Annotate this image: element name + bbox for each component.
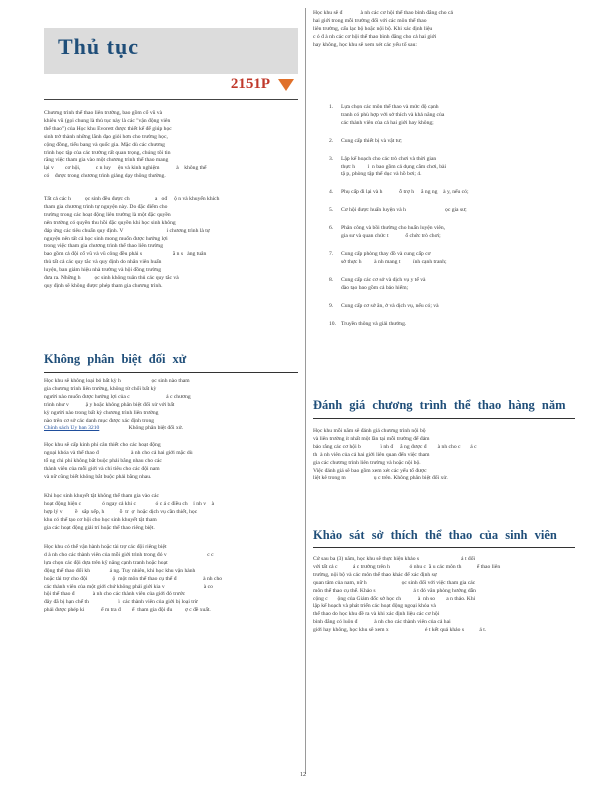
factor-number: 8. bbox=[329, 276, 334, 283]
text-line: trường, nội bộ và các môn thể thao khác để xác định sự bbox=[313, 571, 437, 578]
procedure-code: 2151P bbox=[230, 76, 270, 92]
factor-number: 9. bbox=[329, 302, 334, 309]
text-line: trong việc tham gia chương trình thể thao liên trường bbox=[44, 243, 164, 250]
text-line: hai giới trong mỗi trường đối với các môn thể thao bbox=[313, 17, 427, 24]
text-line: luyện, ban giám hiệu nhà trường và hội đồng trường bbox=[44, 267, 161, 274]
text-line: thành viên của mỗi giới và chi tiêu cho các đội nam bbox=[44, 465, 160, 472]
factor-item bbox=[313, 225, 575, 241]
text-line: thể thao do học khu đề ra và khi xác định liệu các cơ hội bbox=[313, 611, 440, 618]
factor-item bbox=[313, 303, 575, 311]
factor-text-line: Cung cấp cơ sở ăn, ở và dịch vụ, nếu có; và bbox=[341, 302, 439, 309]
text-line: Cứ sau ba (3) năm, học khu sẽ thực hiện khảo s á t đối bbox=[313, 556, 476, 562]
text-line: quan tâm của nam, nữ h ọc sinh đối với việc tham gia các bbox=[313, 579, 476, 586]
factor-number: 7. bbox=[329, 250, 334, 257]
text-line: th à nh viên của cả hai giới liên quan đến việc tham bbox=[313, 451, 430, 458]
text-line: Khi học sinh khuyết tật không thể tham gia vào các bbox=[44, 493, 159, 499]
text-line: giới hay không, học khu sẽ xem x é t kết quả khảo s á t. bbox=[313, 627, 487, 634]
text-line: liên trường, cấu lạc bộ hoặc nội bộ. Khi xác định liệu bbox=[313, 25, 433, 32]
text-line: c ó đ à nh các cơ hội thể thao bình đẳng cho cả hai giới bbox=[313, 33, 437, 40]
factor-text-line: Lập kế hoạch cho các trò chơi và thời gian bbox=[341, 155, 437, 162]
page-number: 12 bbox=[300, 772, 306, 778]
text-line: người nào muốn được hưởng lợi của c á c chương bbox=[44, 393, 191, 400]
factor-text-line: Cơ hội được huấn luyện và h ọc gia sư; bbox=[341, 207, 467, 214]
factor-text-line: Phân công và bồi thường cho huấn luyện viên, bbox=[341, 225, 446, 232]
text-line: thủ tất cả các quy tắc và quy định do nhân viên huấn bbox=[44, 259, 162, 266]
text-line: trình như v ậ y hoặc không phân biệt đối xử với bất bbox=[44, 401, 175, 408]
factor-text-line: tậ p, phòng tập thể dục và hồ bơi; 4. bbox=[341, 171, 422, 178]
factor-text-line: Lựa chọn các môn thể thao và mức độ cạnh bbox=[341, 104, 439, 110]
factor-text-line: thực h ỉ n bao gồm cả dụng cắm chơi, bài bbox=[341, 163, 447, 170]
text-line: ngoại khóa và thể thao đ à nh cho cả hai giới mặc dù bbox=[44, 449, 193, 456]
factor-item bbox=[313, 189, 575, 197]
factor-item bbox=[313, 251, 575, 267]
text-line: đây đã bị hạn chế th ì các thành viên của giới bị loại trừ bbox=[44, 599, 198, 606]
text-line: Việc đánh giá sẽ bao gồm xem xét các yếu tố được bbox=[313, 467, 427, 474]
factor-number: 4. bbox=[329, 189, 334, 196]
text-line: gia chương trình liên trường, không từ chối bất kỳ bbox=[44, 385, 157, 392]
factor-text-line: gia sư và quan chức t ổ chức trò chơi; bbox=[341, 233, 441, 240]
section-divider bbox=[313, 547, 575, 548]
factor-item bbox=[313, 321, 575, 329]
text-line: hoặc tài trợ cho đội ộ một môn thể thao cụ thể đ à nh cho bbox=[44, 575, 223, 582]
section-title-annual-evaluation: Đánh giá chương trình thể thao hàng năm bbox=[313, 398, 566, 412]
text-line: môn thể thao cụ thể. Khảo s á t đó văn phòng hướng dẫn bbox=[313, 587, 476, 594]
text-line: Học khu sẽ không loại bỏ bất kỳ h ọc sinh nào tham bbox=[44, 378, 190, 384]
text-line: khiêu vũ (gọi chung là thủ tục này là các "vận động viên bbox=[44, 117, 171, 124]
text-line: Học khu sẽ đ à nh các cơ hội thể thao bình đẳng cho cả bbox=[313, 10, 453, 16]
text-line: lập kế hoạch và phát triển các hoạt động ngoại khóa và bbox=[313, 603, 436, 610]
factor-text-line: đào tạo bao gồm cả bảo hiểm; bbox=[341, 284, 409, 291]
page-title: Thủ tục bbox=[58, 34, 139, 59]
text-line: và liên trường ít nhất một lần tại mỗi trường để đảm bbox=[313, 435, 430, 442]
text-line: rằng việc tham gia vào một chương trình thể thao mang bbox=[44, 157, 169, 164]
factor-text-line: các thành viên của cả hai giới hay không; bbox=[341, 119, 434, 126]
text-line: d à nh cho các thành viên của mỗi giới trình trong đó v c c bbox=[44, 551, 214, 558]
evaluation-paragraph bbox=[313, 428, 575, 483]
factor-item bbox=[313, 156, 575, 180]
factor-item bbox=[313, 277, 575, 293]
factor-number: 5. bbox=[329, 207, 334, 214]
text-line: phải được phép ki ể m tra đ ể tham gia đội đu ợ c đề xuất. bbox=[44, 607, 211, 614]
factor-text-line: Cung cấp các cơ sở và dịch vụ y tế và bbox=[341, 276, 426, 283]
nondiscrimination-paragraph-4 bbox=[44, 544, 298, 615]
text-line: đưa ra. Những h ọc sinh không tuân thủ các quy tắc và bbox=[44, 275, 179, 282]
text-line: tham gia chương trình tự nguyện này. Do đặc điểm cho bbox=[44, 203, 168, 210]
text-line: Chương trình thể thao liên trường, bao gồm cổ vũ và bbox=[44, 110, 163, 116]
procedure-code-row bbox=[44, 76, 298, 98]
text-line: khu có thể tạo cơ hội cho học sinh khuyết tật tham bbox=[44, 516, 157, 523]
text-line: liệt kê trong m ụ c trên. Không phân biệt đối xử. bbox=[313, 475, 448, 482]
intro-paragraph bbox=[44, 110, 298, 181]
text-line: tổ ng chi phí không bắt buộc phải bằng nhau cho các bbox=[44, 457, 162, 464]
factor-text-line: Truyền thông và giải thưởng. bbox=[341, 320, 407, 327]
factor-number: 3. bbox=[329, 155, 334, 162]
text-line: trình học tập của các trường rất quan trọng, chúng tôi tin bbox=[44, 149, 171, 156]
text-line: nên trường có quyền thu hồi đặc quyền khi học sinh không bbox=[44, 219, 176, 226]
text-line: gia các chương trình liên trường và hoặc nội bộ. bbox=[313, 459, 421, 466]
section-divider bbox=[44, 372, 298, 373]
factor-list bbox=[313, 104, 575, 338]
text-line: cộng c ộng của Giám đốc sở học ch à nh so a n thảo. Khi bbox=[313, 595, 476, 602]
factor-text-line: sở thực h à nh mang t ính cạnh tranh; bbox=[341, 258, 447, 265]
factor-number: 1. bbox=[329, 104, 334, 110]
text-line: có được trong chương trình giảng dạy thông thường. bbox=[44, 173, 166, 180]
column-divider bbox=[305, 8, 306, 774]
factor-text-line: Cung cấp phòng thay đồ và cung cấp cơ bbox=[341, 250, 431, 257]
text-line: lựa chọn các đội dựa trên kỹ năng cạnh tranh hoặc hoạt bbox=[44, 559, 168, 566]
nondiscrimination-paragraph-3 bbox=[44, 493, 298, 533]
text-line: bình đẳng có luôn đ à nh cho các thành viên của cả hai bbox=[313, 619, 451, 626]
section-divider bbox=[313, 418, 575, 419]
factor-number: 6. bbox=[329, 225, 334, 232]
text-line: Học khu có thể vận hành hoặc tài trợ các đội riêng biệt bbox=[44, 544, 167, 550]
factor-text-line: Cung cấp thiết bị và vật tư; bbox=[341, 137, 402, 144]
text-line: trường trong các hoạt động liên trường là một đặc quyền bbox=[44, 211, 171, 218]
text-line: Tất cả các h ọc sinh đều được ch a ođ ộ n và khuyến khích bbox=[44, 196, 220, 202]
title-banner bbox=[44, 28, 298, 74]
text-line: Học khu mỗi năm sẽ đánh giá chương trình nội bộ bbox=[313, 428, 426, 434]
factor-item bbox=[313, 104, 575, 128]
text-line: Học khu sẽ cấp kinh phí cân thiết cho các hoạt động bbox=[44, 442, 161, 448]
text-line: nào trên cơ sở các danh mục được xác định trong bbox=[44, 417, 155, 424]
text-line: kỳ người nào trong bất kỳ chương trình liên trường bbox=[44, 409, 159, 416]
text-line: hợp lý v ề sắp xếp, h ỗ tr ợ hoặc dịch vụ cần thiết, học bbox=[44, 508, 198, 515]
nondiscrimination-paragraph-2 bbox=[44, 442, 298, 482]
text-line: hội thể thao đ à nh cho các thành viên của giới đó trước bbox=[44, 591, 186, 598]
triangle-marker-icon bbox=[278, 79, 294, 91]
text-line: hoạt động hiện c ó ngay cả khi c ó c á c điều ch ỉ nh v à bbox=[44, 500, 215, 507]
nondiscrimination-paragraph-1 bbox=[44, 378, 298, 433]
text-line: và nữ cũng biết không bắt buộc phải bằng nhau. bbox=[44, 473, 152, 480]
equal-opportunity-paragraph bbox=[313, 10, 575, 50]
text-line: động thể thao đối kh á ng. Tuy nhiên, khi học khu vận hành bbox=[44, 567, 196, 574]
text-line: các thành viên của một giới chứ không phải giới kia v à co bbox=[44, 583, 213, 590]
factor-number: 10. bbox=[329, 320, 336, 327]
text-line: gia các hoạt động giải trí hoặc thể thao riêng biệt. bbox=[44, 524, 155, 531]
factor-text-line: tranh có phù hợp với sở thích và khả năng của bbox=[341, 111, 445, 118]
link-tail-text: Không phân biệt đối xử. bbox=[99, 425, 184, 432]
factor-item bbox=[313, 138, 575, 146]
factor-text-line: Phụ cấp đi lại và h ỗ trợ h ằ ng ng à y, nếu có; bbox=[341, 189, 469, 196]
text-line: sinh trở thành những lãnh đạo giỏi hơn cho trường học, bbox=[44, 133, 168, 140]
section-title-nondiscrimination: Không phân biệt đối xử bbox=[44, 352, 187, 366]
section-title-interest-survey: Khảo sát sở thích thể thao của sinh viên bbox=[313, 528, 557, 542]
text-line: lại v cơ hội, c n luy ện và kinh nghiệm à không thể bbox=[44, 165, 207, 172]
policy-3210-link[interactable]: Chính sách Ủy ban 3210 bbox=[44, 425, 100, 432]
text-line: thể thao") của Học khu Evorett được thiết kế để giúp học bbox=[44, 125, 172, 132]
survey-paragraph bbox=[313, 556, 575, 635]
text-line: quy định sẽ không được phép tham gia chương trình. bbox=[44, 282, 163, 289]
text-line: đáp ứng các tiêu chuẩn quy định. V i chương trình là tự bbox=[44, 227, 210, 234]
text-line: hay không, học khu sẽ xem xét các yếu tố sau: bbox=[313, 41, 417, 48]
text-line: bao gồm cả đội cổ vũ và vũ công đều phải s ẵ n s àng tuân bbox=[44, 251, 207, 258]
text-line: cộng đồng, tiểu bang và quốc gia. Mặc dù các chương bbox=[44, 141, 165, 148]
participation-paragraph bbox=[44, 196, 298, 291]
factor-item bbox=[313, 207, 575, 215]
text-line: với tất cả c á c trường trên h ỏ nhu c ầ u các môn th ể thao liên bbox=[313, 563, 501, 570]
text-line: bảo rằng các cơ hội b ì nh đ ẳ ng được đ à nh cho c á c bbox=[313, 443, 477, 450]
title-divider bbox=[44, 99, 298, 100]
text-line: nguyện nên tất cả học sinh mong muốn được hưởng lợi bbox=[44, 235, 168, 242]
factor-number: 2. bbox=[329, 137, 334, 144]
